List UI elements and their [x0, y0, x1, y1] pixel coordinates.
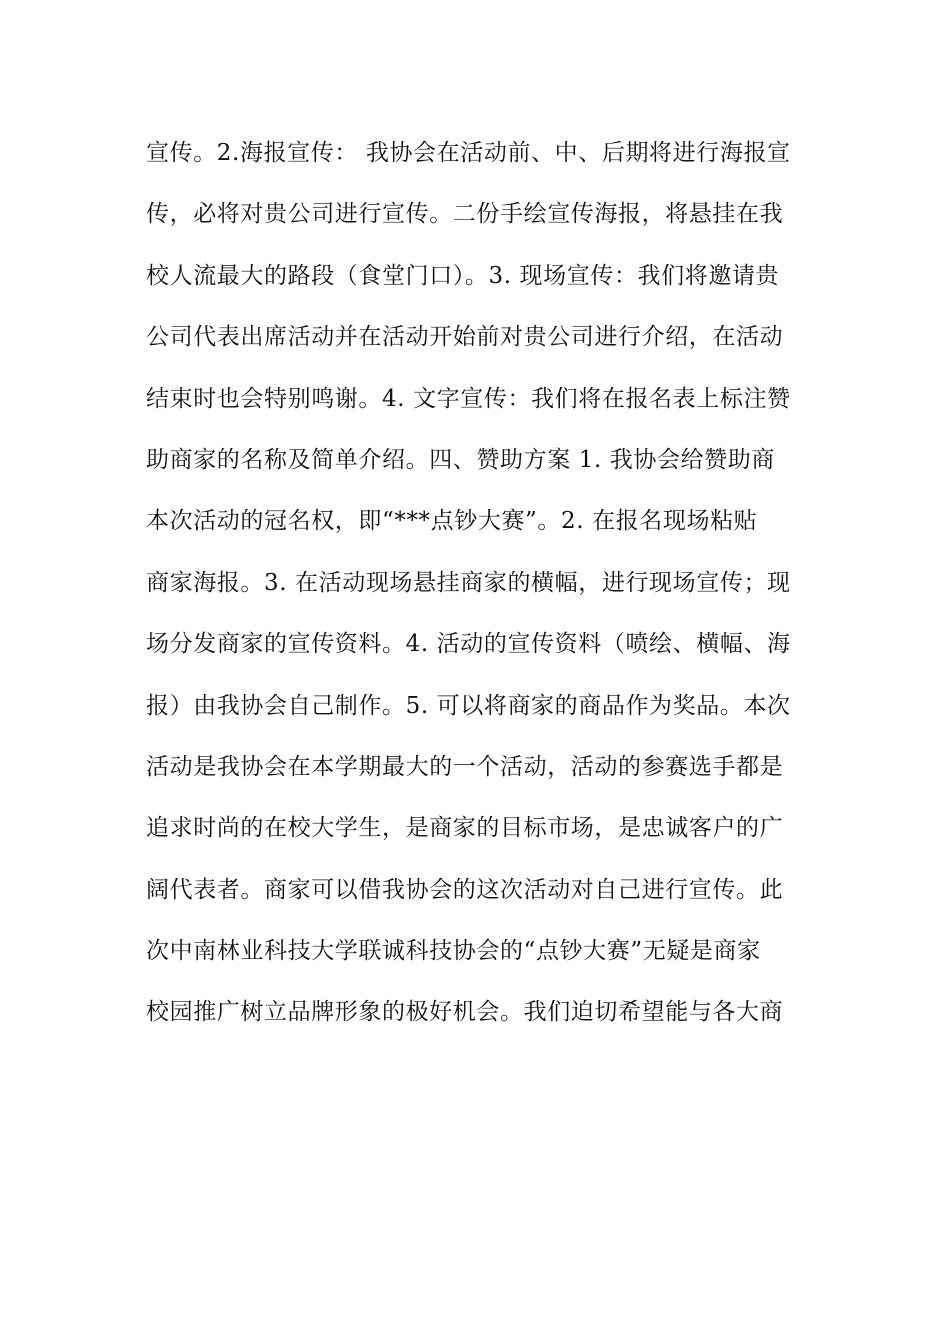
text-line-1: 宣传。2.海报宣传： 我协会在活动前、中、后期将进行海报宣	[146, 140, 791, 166]
text-line-3: 校人流最大的路段（食堂门口）。3. 现场宣传：我们将邀请贵	[146, 262, 780, 289]
text-line-13: 阔代表者。商家可以借我协会的这次活动对自己进行宣传。此	[146, 876, 784, 903]
text-line-15: 校园推广树立品牌形象的极好机会。我们迫切希望能与各大商	[146, 999, 784, 1026]
text-line-6: 助商家的名称及简单介绍。四、赞助方案 1. 我协会给赞助商	[146, 446, 775, 473]
text-line-12: 追求时尚的在校大学生，是商家的目标市场，是忠诚客户的广	[146, 815, 784, 842]
text-line-10: 报）由我协会自己制作。5. 可以将商家的商品作为奖品。本次	[146, 692, 791, 719]
text-line-4: 公司代表出席活动并在活动开始前对贵公司进行介绍，在活动	[146, 324, 784, 351]
text-line-11: 活动是我协会在本学期最大的一个活动，活动的参赛选手都是	[146, 753, 784, 780]
text-line-5: 结束时也会特别鸣谢。4. 文字宣传：我们将在报名表上标注赞	[146, 385, 791, 412]
text-line-14: 次中南林业科技大学联诚科技协会的“点钞大赛”无疑是商家	[146, 938, 761, 965]
text-line-9: 场分发商家的宣传资料。4. 活动的宣传资料（喷绘、横幅、海	[146, 631, 791, 658]
text-line-2: 传，必将对贵公司进行宣传。二份手绘宣传海报，将悬挂在我	[146, 201, 784, 228]
text-line-7: 本次活动的冠名权，即“***点钞大赛”。2. 在报名现场粘贴	[146, 508, 758, 535]
text-line-8: 商家海报。3. 在活动现场悬挂商家的横幅，进行现场宣传；现	[146, 569, 791, 596]
document-body-text	[146, 128, 826, 1049]
